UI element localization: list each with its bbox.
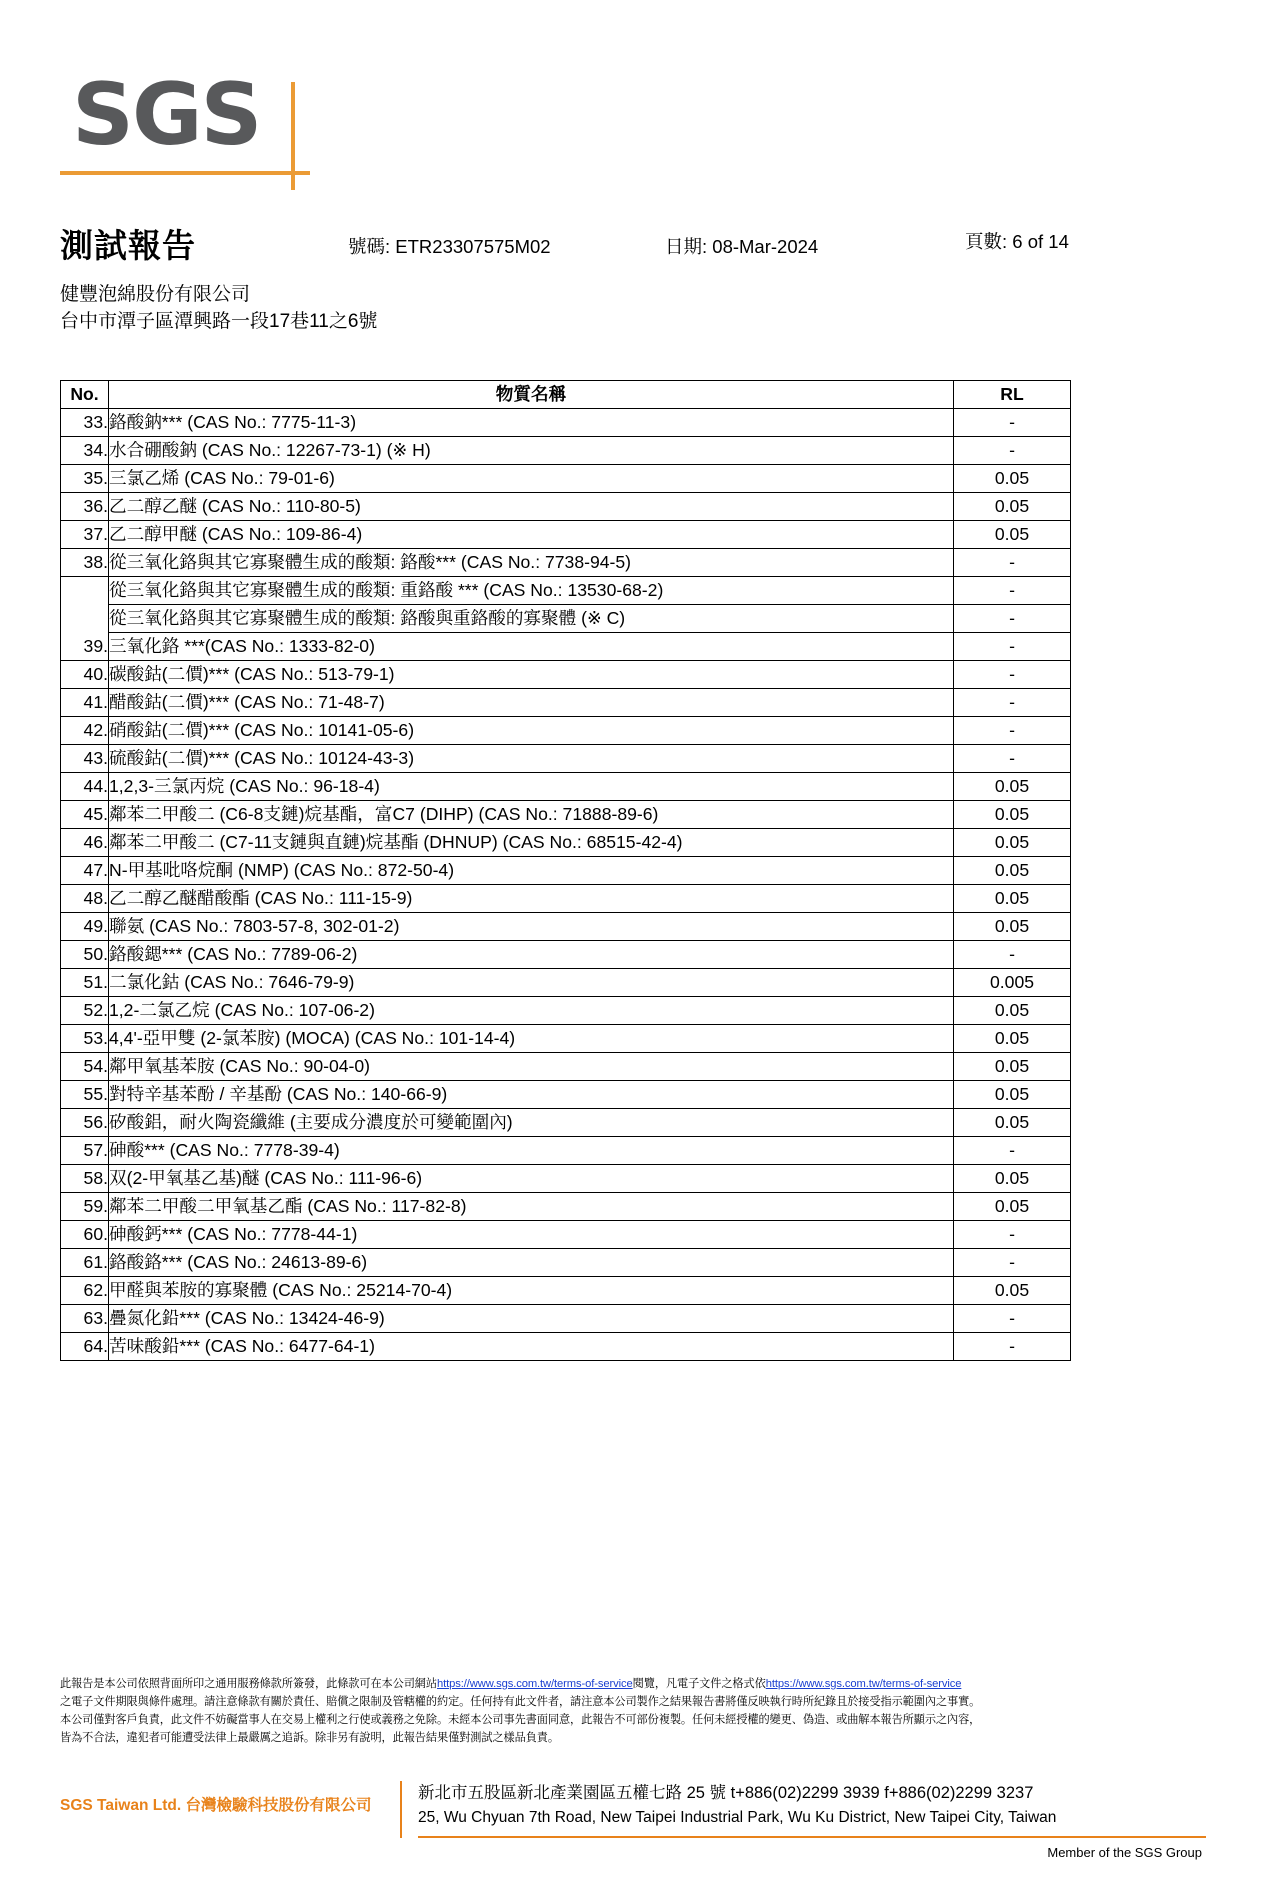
page-title: 測試報告	[60, 227, 196, 264]
cell-no: 38.	[61, 548, 109, 576]
cell-no: 51.	[61, 968, 109, 996]
cell-no: 61.	[61, 1248, 109, 1276]
cell-substance-name: 鄰苯二甲酸二 (C7-11支鏈與直鏈)烷基酯 (DHNUP) (CAS No.: 68515-42-4)	[109, 828, 954, 856]
table-row	[61, 996, 1071, 1024]
cell-rl: -	[954, 1248, 1071, 1276]
cell-substance-name: 矽酸鋁，耐火陶瓷纖維 (主要成分濃度於可變範圍內)	[109, 1108, 954, 1136]
cell-substance-name: 水合硼酸鈉 (CAS No.: 12267-73-1) (※ H)	[109, 436, 954, 464]
report-page	[0, 65, 1266, 1878]
cell-substance-name: 鉻酸鈉*** (CAS No.: 7775-11-3)	[109, 408, 954, 436]
table-row	[61, 744, 1071, 772]
cell-rl: 0.05	[954, 912, 1071, 940]
substance-table	[60, 380, 1071, 1361]
table-row	[61, 1080, 1071, 1108]
cell-substance-name: 苦味酸鉛*** (CAS No.: 6477-64-1)	[109, 1332, 954, 1360]
sgs-logo	[60, 65, 1206, 218]
cell-substance-name: 從三氧化鉻與其它寡聚體生成的酸類: 重鉻酸 *** (CAS No.: 13530-68-2)	[109, 576, 954, 604]
cell-no: 33.	[61, 408, 109, 436]
cell-rl: -	[954, 716, 1071, 744]
cell-substance-name: 硫酸鈷(二價)*** (CAS No.: 10124-43-3)	[109, 744, 954, 772]
cell-substance-name: 鉻酸鉻*** (CAS No.: 24613-89-6)	[109, 1248, 954, 1276]
cell-rl: -	[954, 1220, 1071, 1248]
sgs-logo-text: SGS	[72, 65, 261, 165]
cell-substance-name: 從三氧化鉻與其它寡聚體生成的酸類: 鉻酸*** (CAS No.: 7738-94-5)	[109, 548, 954, 576]
cell-substance-name: 乙二醇甲醚 (CAS No.: 109-86-4)	[109, 520, 954, 548]
cell-no: 53.	[61, 1024, 109, 1052]
table-row	[61, 1220, 1071, 1248]
table-row	[61, 548, 1071, 576]
cell-substance-name: 聯氨 (CAS No.: 7803-57-8, 302-01-2)	[109, 912, 954, 940]
cell-rl: 0.05	[954, 520, 1071, 548]
cell-no: 54.	[61, 1052, 109, 1080]
sgs-taiwan-name: SGS Taiwan Ltd. 台灣檢驗科技股份有限公司	[60, 1796, 372, 1814]
cell-no: 55.	[61, 1080, 109, 1108]
cell-rl: -	[954, 660, 1071, 688]
cell-no: 39.	[61, 632, 109, 660]
legal-text-3: 之電子文件期限與條件處理。請注意條款有關於責任、賠償之限制及管轄權的約定。任何持有此文件者，請注意本公司製作之結果報告書將僅反映執行時所紀錄且於接受指示範圍內之事實。	[60, 1695, 981, 1708]
footer-orange-rule	[418, 1836, 1206, 1838]
legal-text-4: 本公司僅對客戶負責，此文件不妨礙當事人在交易上權利之行使或義務之免除。未經本公司事先書面同意，此報告不可部份複製。任何未經授權的變更、偽造、或曲解本報告所顯示之內容，	[60, 1713, 981, 1726]
substance-table-wrapper	[60, 380, 1206, 1361]
table-row	[61, 772, 1071, 800]
cell-rl: -	[954, 1136, 1071, 1164]
table-row	[61, 1052, 1071, 1080]
table-row	[61, 576, 1071, 604]
cell-substance-name: 鄰甲氧基苯胺 (CAS No.: 90-04-0)	[109, 1052, 954, 1080]
table-row	[61, 408, 1071, 436]
cell-no: 52.	[61, 996, 109, 1024]
cell-substance-name: 砷酸鈣*** (CAS No.: 7778-44-1)	[109, 1220, 954, 1248]
table-row	[61, 940, 1071, 968]
cell-rl: 0.05	[954, 856, 1071, 884]
cell-no: 42.	[61, 716, 109, 744]
cell-substance-name: 從三氧化鉻與其它寡聚體生成的酸類: 鉻酸與重鉻酸的寡聚體 (※ C)	[109, 604, 954, 632]
table-row	[61, 1024, 1071, 1052]
cell-substance-name: 疊氮化鉛*** (CAS No.: 13424-46-9)	[109, 1304, 954, 1332]
cell-no: 36.	[61, 492, 109, 520]
cell-rl: -	[954, 744, 1071, 772]
cell-no: 64.	[61, 1332, 109, 1360]
table-row	[61, 716, 1071, 744]
cell-substance-name: 1,2,3-三氯丙烷 (CAS No.: 96-18-4)	[109, 772, 954, 800]
page-footer	[60, 1675, 1206, 1860]
cell-rl: 0.05	[954, 1276, 1071, 1304]
cell-substance-name: 1,2-二氯乙烷 (CAS No.: 107-06-2)	[109, 996, 954, 1024]
cell-substance-name: 乙二醇乙醚 (CAS No.: 110-80-5)	[109, 492, 954, 520]
cell-rl: 0.05	[954, 828, 1071, 856]
cell-substance-name: 双(2-甲氧基乙基)醚 (CAS No.: 111-96-6)	[109, 1164, 954, 1192]
cell-no: 57.	[61, 1136, 109, 1164]
cell-no: 43.	[61, 744, 109, 772]
member-note: Member of the SGS Group	[1047, 1845, 1202, 1860]
cell-substance-name: 砷酸*** (CAS No.: 7778-39-4)	[109, 1136, 954, 1164]
client-address: 台中市潭子區潭興路一段17巷11之6號	[60, 310, 378, 332]
cell-no: 35.	[61, 464, 109, 492]
cell-no: 50.	[61, 940, 109, 968]
page-number: 頁數: 6 of 14	[965, 231, 1069, 252]
cell-substance-name: N-甲基吡咯烷酮 (NMP) (CAS No.: 872-50-4)	[109, 856, 954, 884]
cell-rl: 0.05	[954, 492, 1071, 520]
report-header	[60, 226, 1206, 272]
cell-no	[61, 604, 109, 632]
cell-substance-name: 鉻酸鍶*** (CAS No.: 7789-06-2)	[109, 940, 954, 968]
cell-no: 34.	[61, 436, 109, 464]
cell-no: 49.	[61, 912, 109, 940]
table-row	[61, 632, 1071, 660]
cell-rl: 0.05	[954, 1164, 1071, 1192]
table-row	[61, 492, 1071, 520]
cell-no: 48.	[61, 884, 109, 912]
cell-no	[61, 576, 109, 604]
table-row	[61, 1304, 1071, 1332]
cell-rl: -	[954, 604, 1071, 632]
table-row	[61, 968, 1071, 996]
cell-substance-name: 4,4'-亞甲雙 (2-氯苯胺) (MOCA) (CAS No.: 101-14-4)	[109, 1024, 954, 1052]
cell-rl: -	[954, 940, 1071, 968]
cell-no: 56.	[61, 1108, 109, 1136]
cell-rl: 0.05	[954, 884, 1071, 912]
table-row	[61, 660, 1071, 688]
logo-horizontal-rule	[60, 171, 310, 175]
cell-no: 58.	[61, 1164, 109, 1192]
table-row	[61, 884, 1071, 912]
cell-no: 60.	[61, 1220, 109, 1248]
table-row	[61, 828, 1071, 856]
table-row	[61, 464, 1071, 492]
cell-no: 44.	[61, 772, 109, 800]
cell-rl: 0.05	[954, 996, 1071, 1024]
table-row	[61, 1248, 1071, 1276]
cell-no: 37.	[61, 520, 109, 548]
client-company-name: 健豐泡綿股份有限公司	[60, 284, 251, 305]
cell-no: 59.	[61, 1192, 109, 1220]
cell-rl: -	[954, 632, 1071, 660]
cell-substance-name: 乙二醇乙醚醋酸酯 (CAS No.: 111-15-9)	[109, 884, 954, 912]
footer-address-chinese: 新北市五股區新北產業園區五權七路 25 號 t+886(02)2299 3939 f+886(02)2299 3237	[418, 1784, 1034, 1803]
footer-address-english: 25, Wu Chyuan 7th Road, New Taipei Industrial Park, Wu Ku District, New Taipei City, Taiwan	[418, 1808, 1057, 1826]
cell-substance-name: 鄰苯二甲酸二 (C6-8支鏈)烷基酯，富C7 (DIHP) (CAS No.: 71888-89-6)	[109, 800, 954, 828]
table-row	[61, 604, 1071, 632]
cell-rl: -	[954, 436, 1071, 464]
table-row	[61, 520, 1071, 548]
cell-rl: 0.05	[954, 1108, 1071, 1136]
cell-substance-name: 甲醛與苯胺的寡聚體 (CAS No.: 25214-70-4)	[109, 1276, 954, 1304]
cell-substance-name: 硝酸鈷(二價)*** (CAS No.: 10141-05-6)	[109, 716, 954, 744]
cell-no: 41.	[61, 688, 109, 716]
cell-rl: -	[954, 688, 1071, 716]
column-header-name: 物質名稱	[109, 380, 954, 408]
table-row	[61, 1276, 1071, 1304]
cell-substance-name: 鄰苯二甲酸二甲氧基乙酯 (CAS No.: 117-82-8)	[109, 1192, 954, 1220]
cell-rl: 0.05	[954, 800, 1071, 828]
cell-rl: 0.005	[954, 968, 1071, 996]
cell-substance-name: 碳酸鈷(二價)*** (CAS No.: 513-79-1)	[109, 660, 954, 688]
cell-rl: -	[954, 548, 1071, 576]
cell-no: 63.	[61, 1304, 109, 1332]
cell-substance-name: 三氧化鉻 ***(CAS No.: 1333-82-0)	[109, 632, 954, 660]
cell-rl: 0.05	[954, 1024, 1071, 1052]
table-row	[61, 1136, 1071, 1164]
cell-no: 45.	[61, 800, 109, 828]
cell-rl: 0.05	[954, 1052, 1071, 1080]
cell-substance-name: 三氯乙烯 (CAS No.: 79-01-6)	[109, 464, 954, 492]
table-row	[61, 436, 1071, 464]
cell-rl: 0.05	[954, 1192, 1071, 1220]
legal-text-5: 皆為不合法，違犯者可能遭受法律上最嚴厲之追訴。除非另有說明，此報告結果僅對測試之樣品負責。	[60, 1732, 559, 1745]
cell-substance-name: 二氯化鈷 (CAS No.: 7646-79-9)	[109, 968, 954, 996]
cell-rl: -	[954, 1304, 1071, 1332]
report-date: 日期: 08-Mar-2024	[665, 236, 819, 257]
client-info	[60, 282, 1206, 336]
table-row	[61, 688, 1071, 716]
cell-no: 62.	[61, 1276, 109, 1304]
cell-substance-name: 對特辛基苯酚 / 辛基酚 (CAS No.: 140-66-9)	[109, 1080, 954, 1108]
cell-no: 40.	[61, 660, 109, 688]
report-number: 號碼: ETR23307575M02	[348, 236, 551, 257]
column-header-no: No.	[61, 380, 109, 408]
substance-table-body	[61, 408, 1071, 1360]
cell-no: 47.	[61, 856, 109, 884]
table-row	[61, 856, 1071, 884]
table-row	[61, 1332, 1071, 1360]
cell-rl: 0.05	[954, 1080, 1071, 1108]
cell-rl: -	[954, 1332, 1071, 1360]
table-row	[61, 1164, 1071, 1192]
table-header-row	[61, 380, 1071, 408]
legal-disclaimer	[60, 1675, 1206, 1748]
terms-of-service-link-1[interactable]: https://www.sgs.com.tw/terms-of-service	[436, 1677, 633, 1690]
table-row	[61, 912, 1071, 940]
cell-rl: -	[954, 576, 1071, 604]
legal-text-1: 此報告是本公司依照背面所印之通用服務條款所簽發，此條款可在本公司網站	[60, 1677, 437, 1690]
legal-text-2: 閱覽，凡電子文件之格式依	[632, 1677, 766, 1690]
cell-no: 46.	[61, 828, 109, 856]
table-row	[61, 800, 1071, 828]
table-row	[61, 1192, 1071, 1220]
table-row	[61, 1108, 1071, 1136]
column-header-rl: RL	[954, 380, 1071, 408]
cell-substance-name: 醋酸鈷(二價)*** (CAS No.: 71-48-7)	[109, 688, 954, 716]
cell-rl: 0.05	[954, 772, 1071, 800]
cell-rl: -	[954, 408, 1071, 436]
terms-of-service-link-2[interactable]: https://www.sgs.com.tw/terms-of-service	[765, 1677, 962, 1690]
cell-rl: 0.05	[954, 464, 1071, 492]
